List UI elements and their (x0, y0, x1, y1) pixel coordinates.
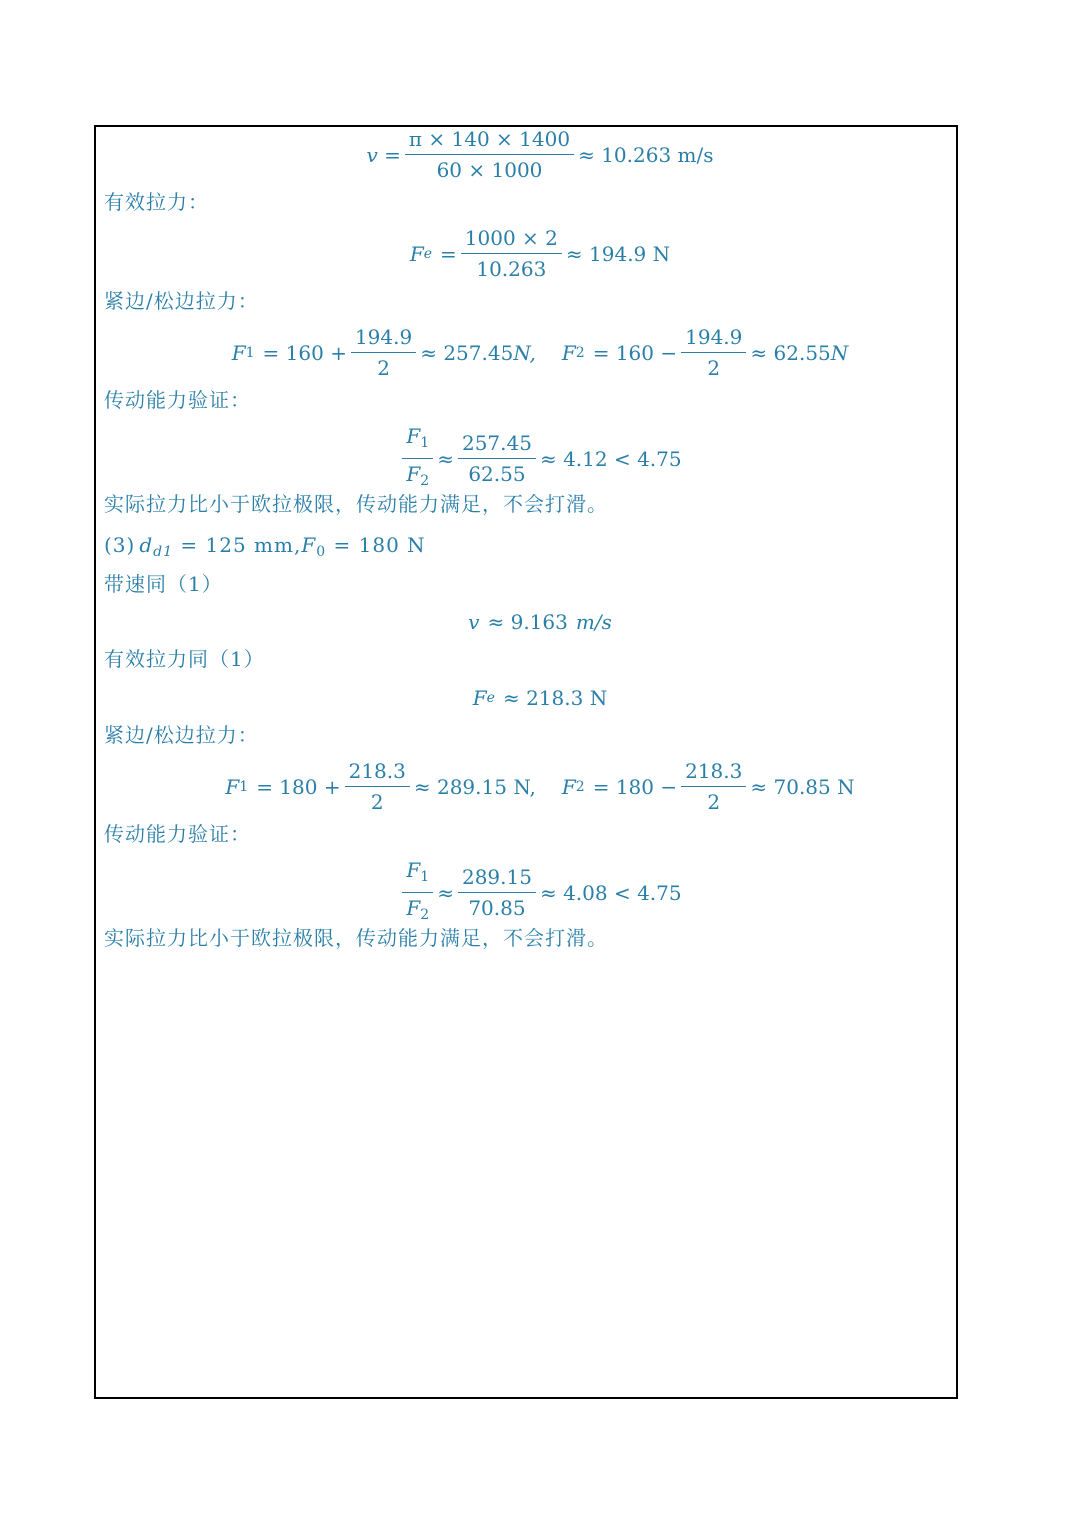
label-capacity-check-2: 传动能力验证： (104, 822, 251, 846)
denominator: $F_2$ (406, 896, 430, 923)
denominator: 60 × 1000 (436, 158, 543, 182)
numerator: 218.3 (345, 758, 410, 787)
numerator: 289.15 (458, 864, 536, 893)
denominator: 70.85 (468, 896, 526, 920)
eq-rhs: ≈ 257.45 (420, 340, 514, 365)
numerator: 257.45 (458, 430, 536, 459)
denominator: 2 (370, 790, 384, 814)
label-effective-tension-same: 有效拉力同（1） (104, 647, 265, 671)
equation-belt-speed-2: v ≈ 9.163 m/s (468, 610, 612, 634)
subscript: 1 (245, 344, 255, 361)
eq-rhs: ≈ 194.9 N (565, 241, 671, 266)
case-3-heading: (3) $d_{d1} = 125$ $mm,F_0 = 180$ N (104, 533, 426, 560)
equation-tight-slack (0, 324, 1080, 381)
approx: ≈ (437, 446, 454, 471)
eq-mid: = 160 − (592, 340, 678, 365)
denominator: 2 (377, 356, 390, 380)
denominator: 2 (707, 356, 721, 380)
fraction (402, 857, 433, 928)
fraction (351, 324, 416, 381)
fraction (681, 324, 746, 381)
numerator: π × 140 × 1400 (405, 126, 574, 155)
denominator: $F_2$ (406, 462, 430, 489)
eq-lhs: v = (366, 142, 401, 167)
label-tight-slack-tension: 紧边/松边拉力： (104, 289, 259, 313)
numerator: $F_1$ (402, 423, 433, 459)
label-belt-speed-same: 带速同（1） (104, 572, 223, 596)
numerator: $F_1$ (402, 857, 433, 893)
equation-effective-tension (0, 225, 1080, 282)
numerator: 218.3 (681, 758, 746, 787)
fraction (458, 430, 536, 487)
conclusion-text-2: 实际拉力比小于欧拉极限，传动能力满足，不会打滑。 (104, 926, 608, 950)
fraction (402, 423, 433, 494)
denominator: 62.55 (468, 462, 526, 486)
eq-rhs: ≈ 4.12 < 4.75 (539, 446, 682, 471)
unit: N (830, 340, 849, 365)
denominator: 10.263 (476, 257, 547, 281)
eq-mid: = 160 + (262, 340, 347, 365)
var: F (409, 241, 424, 266)
fraction (405, 126, 574, 183)
fraction (681, 758, 746, 815)
equals: = (440, 241, 457, 266)
var: F (561, 340, 576, 365)
fraction (345, 758, 410, 815)
equation-tight-slack-2: F 1 = 180 + $\frac{218.3}{2}$ ≈ 289.15 N, F 2 = 180 − $\frac{218.3}{2}$ ≈ 70.85 N (225, 759, 855, 814)
subscript: e (423, 245, 433, 262)
label-capacity-check: 传动能力验证： (104, 388, 251, 412)
equation-effective-tension-2: F e ≈ 218.3 N (472, 686, 608, 710)
label-effective-tension: 有效拉力： (104, 190, 209, 214)
eq-rhs: ≈ 62.55 (750, 340, 831, 365)
unit: N, (513, 340, 536, 365)
equation-belt-speed (0, 126, 1080, 183)
label-tight-slack-tension-2: 紧边/松边拉力： (104, 723, 259, 747)
denominator: 2 (707, 790, 721, 814)
numerator: 194.9 (681, 324, 746, 353)
subscript: 2 (575, 344, 585, 361)
eq-rhs: ≈ 10.263 m/s (578, 142, 714, 167)
var: F (231, 340, 246, 365)
conclusion-text: 实际拉力比小于欧拉极限，传动能力满足，不会打滑。 (104, 492, 608, 516)
equation-ratio-check-2: $\frac{F_1}{F_2}$ ≈ $\frac{289.15}{70.85}$ ≈ 4.08 < 4.75 (0, 857, 1080, 928)
equation-ratio-check (0, 423, 1080, 494)
numerator: 194.9 (351, 324, 416, 353)
numerator: 1000 × 2 (461, 225, 562, 254)
fraction (458, 864, 536, 921)
fraction (461, 225, 562, 282)
